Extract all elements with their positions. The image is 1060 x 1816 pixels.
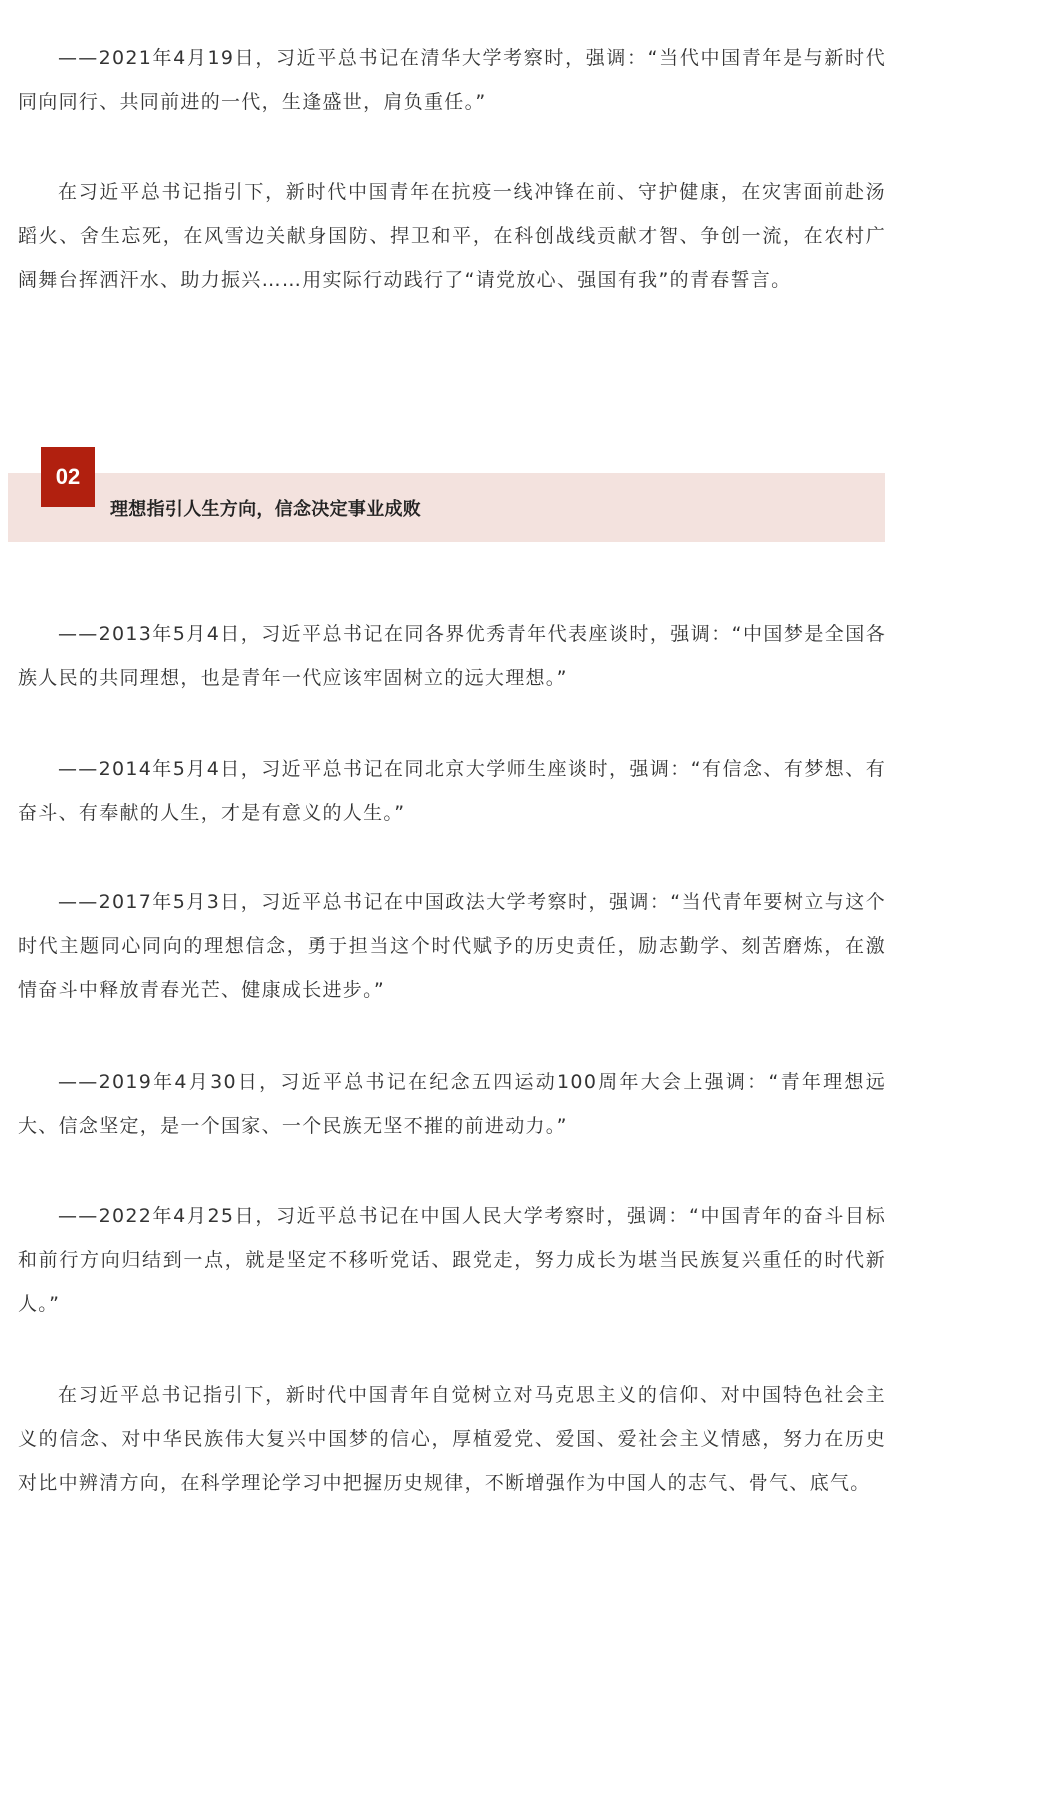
quote-2021-04-19: ——2021年4月19日，习近平总书记在清华大学考察时，强调：“当代中国青年是与新时代同向同行、共同前进的一代，生逢盛世，肩负重任。” [18,47,886,113]
quote-2013-05-04: ——2013年5月4日，习近平总书记在同各界优秀青年代表座谈时，强调：“中国梦是全国各族人民的共同理想，也是青年一代应该牢固树立的远大理想。” [18,623,886,689]
quote-2017-05-03: ——2017年5月3日，习近平总书记在中国政法大学考察时，强调：“当代青年要树立与这个时代主题同心同向的理想信念，勇于担当这个时代赋予的历史责任，励志勤学、刻苦磨炼，在激情奋斗中释放青春光芒、健康成长进步。” [18,891,886,1001]
section2-summary: 在习近平总书记指引下，新时代中国青年自觉树立对马克思主义的信仰、对中国特色社会主义的信念、对中华民族伟大复兴中国梦的信心，厚植爱党、爱国、爱社会主义情感，努力在历史对比中辨清方向，在科学理论学习中把握历史规律，不断增强作为中国人的志气、骨气、底气。 [18,1384,886,1494]
quote-2022-04-25: ——2022年4月25日，习近平总书记在中国人民大学考察时，强调：“中国青年的奋斗目标和前行方向归结到一点，就是坚定不移听党话、跟党走，努力成长为堪当民族复兴重任的时代新人。” [18,1205,886,1315]
quote-2019-04-30: ——2019年4月30日，习近平总书记在纪念五四运动100周年大会上强调：“青年理想远大、信念坚定，是一个国家、一个民族无坚不摧的前进动力。” [18,1071,886,1137]
section-title: 理想指引人生方向，信念决定事业成败 [110,499,422,520]
section-number-badge: 02 [41,447,95,507]
quote-2014-05-04: ——2014年5月4日，习近平总书记在同北京大学师生座谈时，强调：“有信念、有梦想、有奋斗、有奉献的人生，才是有意义的人生。” [18,758,886,824]
section1-summary: 在习近平总书记指引下，新时代中国青年在抗疫一线冲锋在前、守护健康，在灾害面前赴汤蹈火、舍生忘死，在风雪边关献身国防、捍卫和平，在科创战线贡献才智、争创一流，在农村广阔舞台挥洒汗水、助力振兴……用实际行动践行了“请党放心、强国有我”的青春誓言。 [18,181,886,291]
